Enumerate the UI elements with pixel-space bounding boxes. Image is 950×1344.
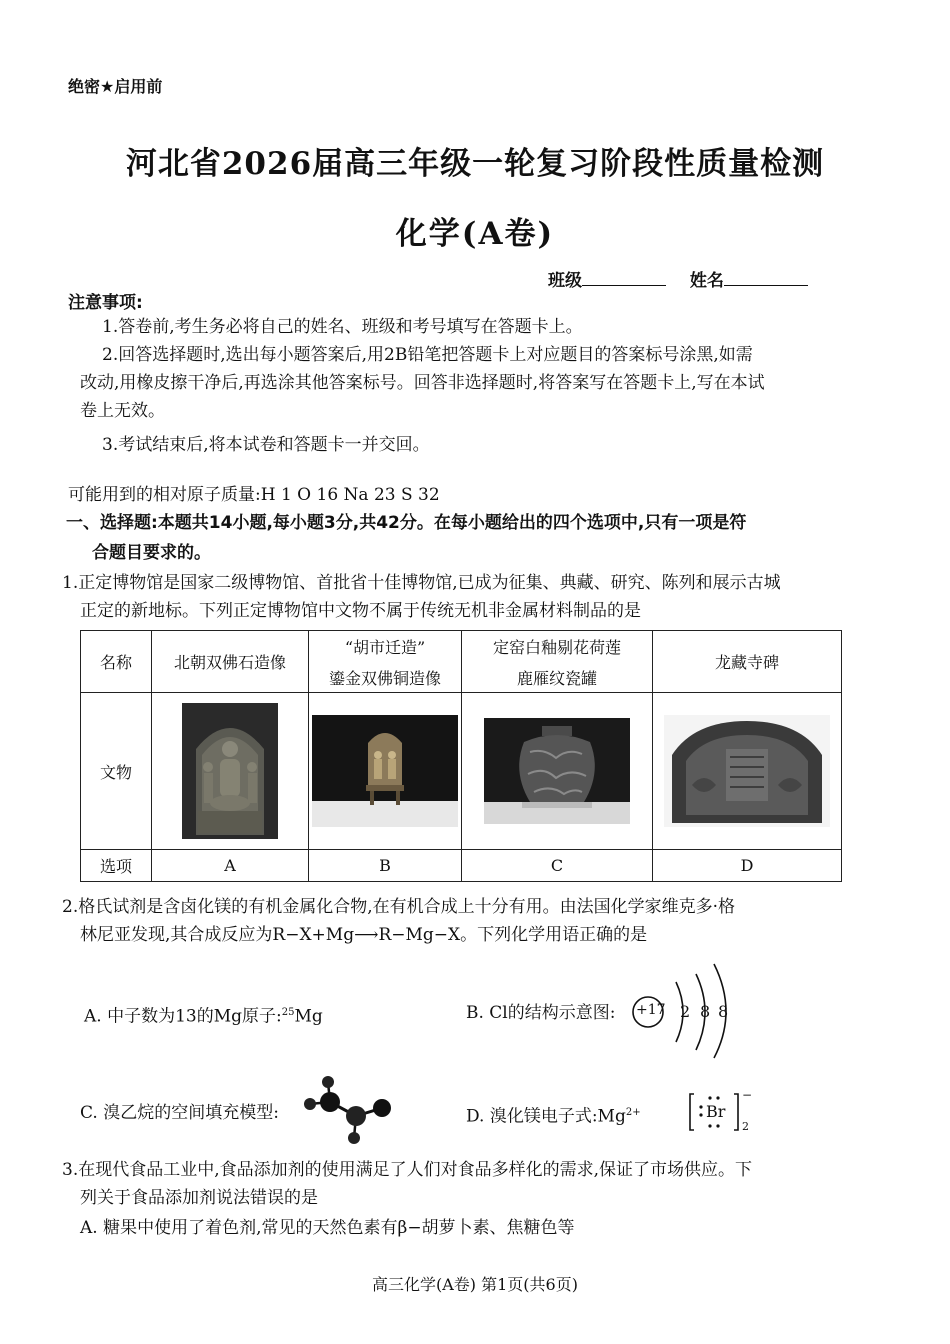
name-label: 姓名	[689, 271, 724, 291]
q2-stem-line1: 2.格氏试剂是含卤化镁的有机金属化合物,在有机合成上十分有用。由法国化学家维克多·格	[62, 897, 736, 917]
table-row	[81, 693, 842, 850]
q2-option-c-text: C. 溴乙烷的空间填充模型:	[80, 1103, 279, 1123]
stone-buddha-image	[182, 703, 278, 839]
q2-stem-line2: 林尼亚发现,其合成反应为R−X+Mg⟶R−Mg−X。下列化学用语正确的是	[80, 925, 648, 945]
option-a-cell: A	[152, 849, 309, 881]
relic-b-image-cell	[309, 693, 462, 850]
page-footer: 高三化学(A卷) 第1页(共6页)	[372, 1275, 578, 1294]
gilt-bronze-buddha-image	[312, 715, 458, 827]
section1-heading-line2: 合题目要求的。	[92, 543, 211, 563]
exam-title: 河北省2026届高三年级一轮复习阶段性质量检测	[125, 146, 825, 182]
relic-a-name: 北朝双佛石造像	[152, 631, 309, 693]
row-relic-label: 文物	[81, 693, 152, 850]
porcelain-jar-image	[484, 718, 630, 824]
notice-item-2c: 卷上无效。	[80, 401, 165, 421]
table-row	[81, 849, 842, 881]
table-row	[81, 631, 842, 693]
q3-option-a: A. 糖果中使用了着色剂,常见的天然色素有β−胡萝卜素、焦糖色等	[80, 1218, 575, 1238]
section1-heading-line1: 一、选择题:本题共14小题,每小题3分,共42分。在每小题给出的四个选项中,只有一项是符	[66, 513, 747, 533]
exam-subtitle: 化学(A卷)	[395, 216, 555, 252]
relics-table	[80, 630, 842, 882]
relic-b-name-line1: “胡市迁造”	[344, 637, 426, 657]
mg-symbol: Mg	[294, 1006, 323, 1027]
name-blank	[724, 271, 808, 286]
cl-shell-1: 2	[680, 1002, 691, 1021]
notice-item-1: 1.答卷前,考生务必将自己的姓名、班级和考号填写在答题卡上。	[102, 317, 583, 337]
notice-item-2b: 改动,用橡皮擦干净后,再选涂其他答案标号。回答非选择题时,将答案写在答题卡上,写在本试	[80, 373, 765, 393]
cl-shell-3: 8	[718, 1002, 729, 1021]
cl-nucleus-label: +17	[636, 1002, 666, 1018]
relic-c-image-cell	[462, 693, 653, 850]
br-symbol: Br	[706, 1102, 726, 1121]
relic-b-name	[309, 631, 462, 693]
bromoethane-model	[300, 1072, 396, 1152]
atomic-mass-line: 可能用到的相对原子质量:H 1 O 16 Na 23 S 32	[68, 485, 440, 505]
row-option-label: 选项	[81, 849, 152, 881]
q2-option-d-text: D. 溴化镁电子式:Mg	[466, 1106, 626, 1127]
class-name-line	[548, 266, 826, 291]
relic-c-name	[462, 631, 653, 693]
q2-option-d	[466, 1098, 641, 1132]
q2-option-c	[80, 1098, 279, 1128]
option-c-cell: C	[462, 849, 653, 881]
relic-d-image-cell	[653, 693, 842, 850]
class-blank	[582, 271, 666, 286]
q2-option-a	[84, 998, 323, 1032]
mg-charge: 2+	[625, 1107, 641, 1118]
notice-item-3: 3.考试结束后,将本试卷和答题卡一并交回。	[102, 435, 430, 455]
option-b-cell: B	[309, 849, 462, 881]
secret-label: 绝密★启用前	[68, 77, 163, 96]
row-name-label: 名称	[81, 631, 152, 693]
cl-shell-2: 8	[700, 1002, 711, 1021]
q2-option-b-text: B. Cl的结构示意图:	[466, 1003, 616, 1023]
q2-option-a-text: A. 中子数为13的Mg原子:	[84, 1006, 282, 1027]
notice-item-2a: 2.回答选择题时,选出每小题答案后,用2B铅笔把答题卡上对应题目的答案标号涂黑,如需	[102, 345, 753, 365]
br-subscript: 2	[742, 1120, 749, 1133]
q1-stem-line2: 正定的新地标。下列正定博物馆中文物不属于传统无机非金属材料制品的是	[80, 601, 641, 621]
stele-image	[664, 715, 830, 827]
option-d-cell: D	[653, 849, 842, 881]
relic-c-name-line2: 鹿雁纹瓷罐	[516, 668, 597, 688]
relic-a-image-cell	[152, 693, 309, 850]
relic-d-name: 龙藏寺碑	[653, 631, 842, 693]
mg-mass-number: 25	[281, 1007, 295, 1018]
relic-b-name-line2: 鎏金双佛铜造像	[328, 668, 441, 688]
notice-heading: 注意事项:	[68, 293, 143, 313]
q3-stem-line1: 3.在现代食品工业中,食品添加剂的使用满足了人们对食品多样化的需求,保证了市场供应。下	[62, 1160, 753, 1180]
br-charge: −	[742, 1088, 753, 1102]
q1-stem-line1: 1.正定博物馆是国家二级博物馆、首批省十佳博物馆,已成为征集、典藏、研究、陈列和展示古城	[62, 573, 781, 593]
relic-c-name-line1: 定窑白釉剔花荷莲	[492, 637, 621, 657]
class-label: 班级	[548, 271, 582, 291]
q3-stem-line2: 列关于食品添加剂说法错误的是	[80, 1188, 318, 1208]
q2-option-b	[466, 998, 615, 1028]
